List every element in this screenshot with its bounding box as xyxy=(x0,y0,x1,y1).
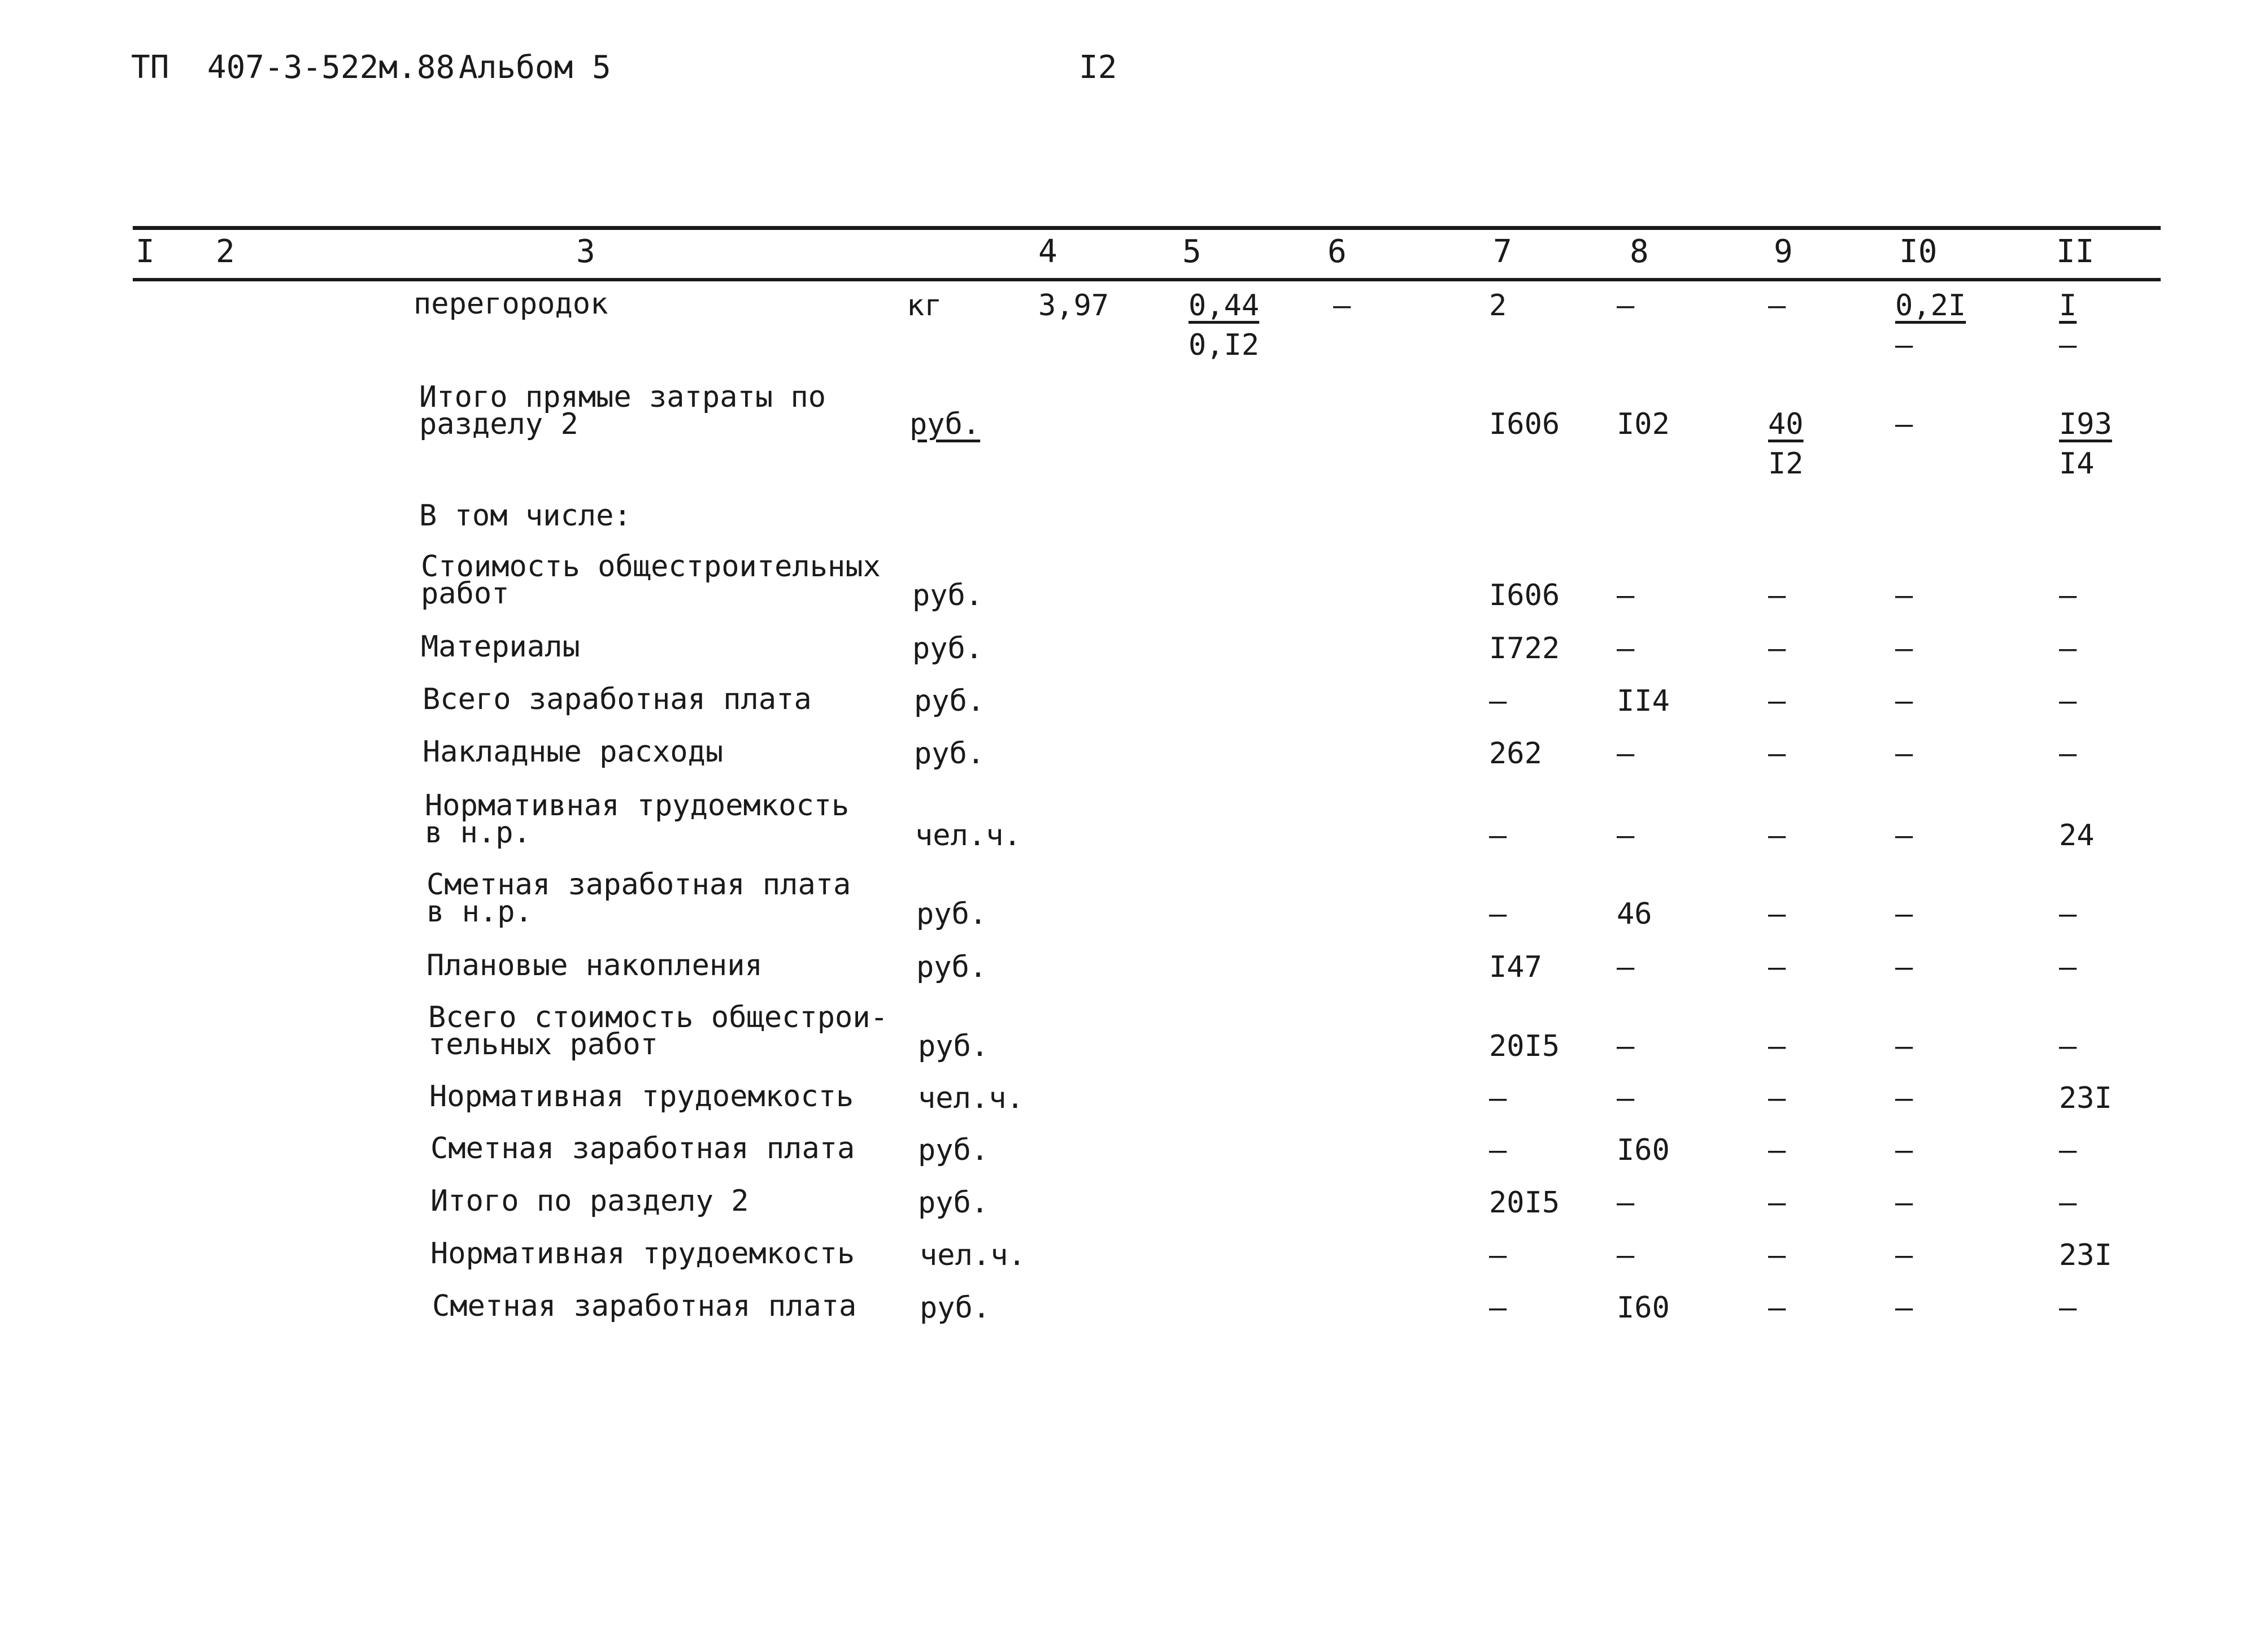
document-code: ТП 407-3-522м.88 xyxy=(131,49,455,86)
cell-col11-lower: I4 xyxy=(2059,447,2095,481)
row-description: Материалы xyxy=(421,630,580,664)
cell-col10: – xyxy=(1895,407,1913,441)
row-description: Стоимость общестроительных работ xyxy=(421,550,881,611)
row-description: Итого прямые затраты по разделу 2 xyxy=(419,380,826,441)
cell-col11: 23I xyxy=(2059,1081,2112,1115)
row-unit: руб. xyxy=(920,1291,991,1325)
column-header: 3 xyxy=(576,233,595,270)
column-header: 6 xyxy=(1327,233,1347,270)
cell-col7: I722 xyxy=(1489,632,1560,666)
row-description: Итого по разделу 2 xyxy=(430,1184,749,1218)
cell-col10: – xyxy=(1895,897,1913,931)
cell-col9: – xyxy=(1768,1291,1786,1325)
row-unit: руб. xyxy=(912,632,983,666)
cell-col10-lower: – xyxy=(1895,328,1913,362)
cell-col11: – xyxy=(2059,632,2077,666)
cell-col5-lower: 0,I2 xyxy=(1189,328,1260,362)
row-description: Накладные расходы xyxy=(423,735,724,769)
cell-col10: – xyxy=(1895,1081,1913,1115)
cell-col10: – xyxy=(1895,737,1913,771)
cell-col11: I xyxy=(2059,289,2077,323)
cell-col9: – xyxy=(1768,1186,1786,1220)
cell-col8: – xyxy=(1617,579,1635,612)
cell-col10: – xyxy=(1895,1291,1913,1325)
row-description: перегородок xyxy=(413,287,608,321)
cell-col7: – xyxy=(1489,1081,1507,1115)
cell-col10: – xyxy=(1895,684,1913,718)
cell-col10: – xyxy=(1895,1029,1913,1063)
cell-col7: – xyxy=(1489,819,1507,853)
cell-col11: – xyxy=(2059,1133,2077,1167)
cell-col8: I60 xyxy=(1617,1291,1670,1325)
table-top-rule xyxy=(133,226,2161,230)
cell-col8: – xyxy=(1617,950,1635,984)
cell-col7: – xyxy=(1489,1238,1507,1272)
cell-col8: – xyxy=(1617,632,1635,666)
cell-col11: – xyxy=(2059,1291,2077,1325)
cell-col8: – xyxy=(1617,737,1635,771)
table-header-rule xyxy=(133,278,2161,281)
cell-col10: – xyxy=(1895,1186,1913,1220)
album-label: Альбом 5 xyxy=(459,49,611,86)
cell-col8: II4 xyxy=(1617,684,1670,718)
row-unit: руб. xyxy=(916,950,987,984)
row-unit: чел.ч. xyxy=(915,819,1021,853)
row-unit: руб. xyxy=(916,897,987,931)
row-unit: руб. xyxy=(914,684,985,718)
row-unit: руб. xyxy=(918,1133,989,1167)
row-description: Нормативная трудоемкость xyxy=(429,1080,854,1114)
cell-col11: – xyxy=(2059,737,2077,771)
cell-col7: 262 xyxy=(1489,737,1542,771)
cell-col7: – xyxy=(1489,1291,1507,1325)
cell-col11: – xyxy=(2059,684,2077,718)
page-number: I2 xyxy=(1079,49,1117,86)
column-header: I0 xyxy=(1899,233,1938,270)
cell-col7: I47 xyxy=(1489,950,1542,984)
row-unit: кг xyxy=(907,289,942,323)
column-header: II xyxy=(2056,233,2095,270)
cell-col10: – xyxy=(1895,632,1913,666)
cell-col7: I606 xyxy=(1489,407,1560,441)
cell-col6: – xyxy=(1333,289,1351,323)
row-unit: руб. xyxy=(909,407,981,441)
cell-col8: I02 xyxy=(1617,407,1670,441)
cell-col4: 3,97 xyxy=(1038,289,1109,323)
cell-col11: – xyxy=(2059,897,2077,931)
column-header: 5 xyxy=(1182,233,1202,270)
cell-col11: – xyxy=(2059,579,2077,612)
column-header: 9 xyxy=(1774,233,1793,270)
column-header: 7 xyxy=(1493,233,1512,270)
cell-col11: 24 xyxy=(2059,819,2095,853)
cell-col11: – xyxy=(2059,1029,2077,1063)
row-description: В том числе: xyxy=(419,499,632,533)
column-header: 4 xyxy=(1038,233,1057,270)
cell-col8: – xyxy=(1617,289,1635,323)
cell-col9: 40 xyxy=(1768,407,1804,441)
row-description: Нормативная трудоемкость в н.р. xyxy=(425,789,850,850)
row-description: Сметная заработная плата xyxy=(432,1289,857,1323)
cell-col7: 20I5 xyxy=(1489,1186,1560,1220)
cell-col8: – xyxy=(1617,1081,1635,1115)
cell-col9: – xyxy=(1768,737,1786,771)
cell-col10: – xyxy=(1895,579,1913,612)
cell-col11-lower: – xyxy=(2059,328,2077,362)
cell-col10: – xyxy=(1895,1133,1913,1167)
cell-col8: – xyxy=(1617,1186,1635,1220)
row-unit: руб. xyxy=(914,737,985,771)
cell-col10: – xyxy=(1895,1238,1913,1272)
cell-col9-lower: I2 xyxy=(1768,447,1804,481)
column-header: 2 xyxy=(216,233,235,270)
row-unit: руб. xyxy=(918,1186,989,1220)
cell-col9: – xyxy=(1768,1238,1786,1272)
cell-col7: – xyxy=(1489,684,1507,718)
cell-col8: – xyxy=(1617,1238,1635,1272)
cell-col11: – xyxy=(2059,1186,2077,1220)
cell-col7: I606 xyxy=(1489,579,1560,612)
row-description: Всего заработная плата xyxy=(423,682,812,716)
cell-col7: 2 xyxy=(1489,289,1507,323)
cell-col11: I93 xyxy=(2059,407,2112,441)
row-description: Сметная заработная плата xyxy=(430,1132,855,1166)
cell-col7: – xyxy=(1489,1133,1507,1167)
cell-col10: – xyxy=(1895,819,1913,853)
cell-col9: – xyxy=(1768,684,1786,718)
cell-col8: – xyxy=(1617,819,1635,853)
cell-col9: – xyxy=(1768,1029,1786,1063)
column-header: 8 xyxy=(1630,233,1649,270)
cell-col9: – xyxy=(1768,579,1786,612)
row-description: Нормативная трудоемкость xyxy=(430,1237,855,1271)
cell-col8: – xyxy=(1617,1029,1635,1063)
cell-col9: – xyxy=(1768,819,1786,853)
row-description: Сметная заработная плата в н.р. xyxy=(426,868,851,929)
cell-col9: – xyxy=(1768,1081,1786,1115)
cell-col9: – xyxy=(1768,1133,1786,1167)
cell-col11: – xyxy=(2059,950,2077,984)
cell-col8: 46 xyxy=(1617,897,1652,931)
column-header: I xyxy=(136,233,155,270)
row-unit: чел.ч. xyxy=(918,1081,1024,1115)
cell-col10: 0,2I xyxy=(1895,289,1966,323)
cell-col8: I60 xyxy=(1617,1133,1670,1167)
cell-col5: 0,44 xyxy=(1189,289,1260,323)
row-unit: руб. xyxy=(912,579,983,612)
cell-col9: – xyxy=(1768,950,1786,984)
row-unit: руб. xyxy=(918,1029,989,1063)
cell-col10: – xyxy=(1895,950,1913,984)
cell-col11: 23I xyxy=(2059,1238,2112,1272)
row-description: Всего стоимость общестрои- тельных работ xyxy=(428,1001,888,1062)
cell-col9: – xyxy=(1768,897,1786,931)
row-description: Плановые накопления xyxy=(426,949,763,982)
cell-col7: – xyxy=(1489,897,1507,931)
cell-col7: 20I5 xyxy=(1489,1029,1560,1063)
cell-col9: – xyxy=(1768,632,1786,666)
row-unit: чел.ч. xyxy=(920,1238,1026,1272)
cell-col9: – xyxy=(1768,289,1786,323)
